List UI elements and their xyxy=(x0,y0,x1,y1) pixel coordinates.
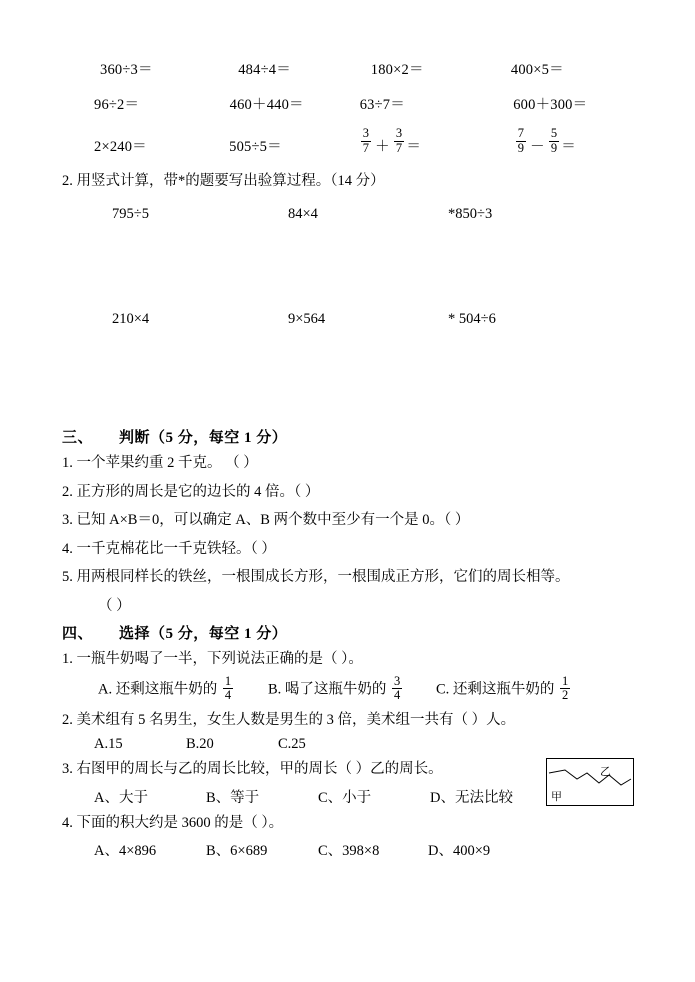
mc-option-c: C、小于 xyxy=(318,789,372,806)
calc-item-fraction xyxy=(496,128,634,156)
calc-item: 600＋300＝ xyxy=(513,97,588,113)
mc-option-a: A.15 xyxy=(94,736,123,753)
tf-item-1: 1. 一个苹果约重 2 千克。 （ ） xyxy=(62,455,258,472)
mc-item-4-options xyxy=(94,839,634,860)
mc-option-d: D、无法比较 xyxy=(430,789,513,806)
tf-item-2: 2. 正方形的周长是它的边长的 4 倍。（ ） xyxy=(62,483,320,500)
tf-item-3: 3. 已知 A×B＝0，可以确定 A、B 两个数中至少有一个是 0。（ ） xyxy=(62,512,470,529)
vertical-problem: 9×564 xyxy=(288,311,326,328)
section-4-number: 四、 xyxy=(62,626,94,643)
fraction xyxy=(560,675,570,703)
fraction-denominator: 4 xyxy=(224,688,232,703)
mc-item-1-stem: 1. 一瓶牛奶喝了一半，下列说法正确的是（ ）。 xyxy=(62,651,363,668)
fraction xyxy=(549,127,559,155)
fraction-numerator: 3 xyxy=(394,673,401,688)
fraction xyxy=(392,675,402,703)
question-2-stem: 2. 用竖式计算，带*的题要写出验算过程。（14 分） xyxy=(62,173,385,189)
equals-sign: ＝ xyxy=(561,139,576,155)
mc-option-a xyxy=(98,673,268,704)
section-4-heading xyxy=(62,622,634,643)
mc-option-b xyxy=(268,673,436,704)
mc-option-a: A、4×896 xyxy=(94,843,157,860)
figure-label-yi: 乙 xyxy=(600,766,611,779)
calc-item: 360÷3＝ xyxy=(100,62,153,78)
fraction-numerator: 3 xyxy=(395,126,403,140)
vertical-problem: * 504÷6 xyxy=(448,311,496,328)
vertical-problem: *850÷3 xyxy=(448,206,493,223)
fraction-numerator: 7 xyxy=(517,126,525,140)
mc-option-a: A、大于 xyxy=(94,789,148,806)
section-4-title: 选择（5 分，每空 1 分） xyxy=(119,626,288,643)
calc-row-3 xyxy=(62,128,634,156)
fraction-denominator: 2 xyxy=(562,688,569,703)
calc-row-1 xyxy=(62,58,634,79)
fraction xyxy=(361,127,371,155)
tf-item-4: 4. 一千克棉花比一千克铁轻。（ ） xyxy=(62,540,276,557)
mc-item-3-stem: 3. 右图甲的周长与乙的周长比较，甲的周长（ ）乙的周长。 xyxy=(62,761,443,778)
calc-item: 400×5＝ xyxy=(510,62,564,78)
calc-item: 460＋440＝ xyxy=(229,97,304,113)
mc-item-1-options xyxy=(98,673,634,704)
operator: ＋ xyxy=(375,139,390,155)
calc-item: 505÷5＝ xyxy=(229,139,282,155)
mc-option-c-text: C. 还剩这瓶牛奶的 xyxy=(436,681,555,698)
fraction xyxy=(223,675,233,703)
mc-item-4-stem: 4. 下面的积大约是 3600 的是（ ）。 xyxy=(62,814,284,831)
fraction xyxy=(394,127,404,155)
work-space-1 xyxy=(62,223,634,297)
question-2-row-1 xyxy=(62,206,634,223)
calc-item: 484÷4＝ xyxy=(238,62,291,78)
fraction-numerator: 1 xyxy=(224,673,232,688)
mc-option-c: C、398×8 xyxy=(318,843,380,860)
calc-item-fraction xyxy=(359,128,496,156)
fraction-denominator: 7 xyxy=(362,140,370,155)
mc-option-c xyxy=(436,673,586,704)
vertical-problem: 795÷5 xyxy=(112,206,149,223)
mc-option-b: B、6×689 xyxy=(206,843,268,860)
section-3-number: 三、 xyxy=(62,430,94,447)
calc-item: 96÷2＝ xyxy=(94,97,140,113)
question-2-row-2 xyxy=(62,311,634,328)
mc-item-3 xyxy=(62,758,634,806)
operator: － xyxy=(530,139,545,155)
calc-item: 2×240＝ xyxy=(94,139,147,155)
fraction-numerator: 3 xyxy=(362,126,370,140)
equals-sign: ＝ xyxy=(406,139,422,155)
mc-option-b: B、等于 xyxy=(206,789,260,806)
section-3-heading xyxy=(62,426,634,447)
tf-item-5-answer-blank: （ ） xyxy=(98,597,131,614)
fraction-numerator: 1 xyxy=(562,673,569,688)
mc-option-d: D、400×9 xyxy=(428,843,491,860)
fraction-denominator: 9 xyxy=(550,140,558,155)
question-3-figure xyxy=(546,758,634,806)
vertical-problem: 210×4 xyxy=(112,311,150,328)
calc-item: 63÷7＝ xyxy=(359,97,405,113)
mc-item-2-options xyxy=(94,736,634,753)
mc-item-2-stem: 2. 美术组有 5 名男生，女生人数是男生的 3 倍，美术组一共有（ ）人。 xyxy=(62,711,516,728)
vertical-problem: 84×4 xyxy=(288,206,318,223)
work-space-2 xyxy=(62,328,634,422)
calc-row-2 xyxy=(62,93,634,114)
mc-option-b-text: B. 喝了这瓶牛奶的 xyxy=(268,681,387,698)
fraction xyxy=(516,127,526,155)
fraction-denominator: 9 xyxy=(517,140,525,155)
page-content xyxy=(62,58,634,860)
calc-item: 180×2＝ xyxy=(370,62,424,78)
figure-label-jia: 甲 xyxy=(551,791,562,804)
fraction-numerator: 5 xyxy=(550,126,558,140)
fraction-denominator: 4 xyxy=(394,688,401,703)
section-3-title: 判断（5 分，每空 1 分） xyxy=(119,430,288,447)
mc-option-c: C.25 xyxy=(278,736,306,753)
tf-item-5: 5. 用两根同样长的铁丝，一根围成长方形，一根围成正方形，它们的周长相等。 xyxy=(62,569,570,586)
mc-option-b: B.20 xyxy=(186,736,214,753)
mc-option-a-text: A. 还剩这瓶牛奶的 xyxy=(98,681,218,698)
fraction-denominator: 7 xyxy=(395,140,403,155)
